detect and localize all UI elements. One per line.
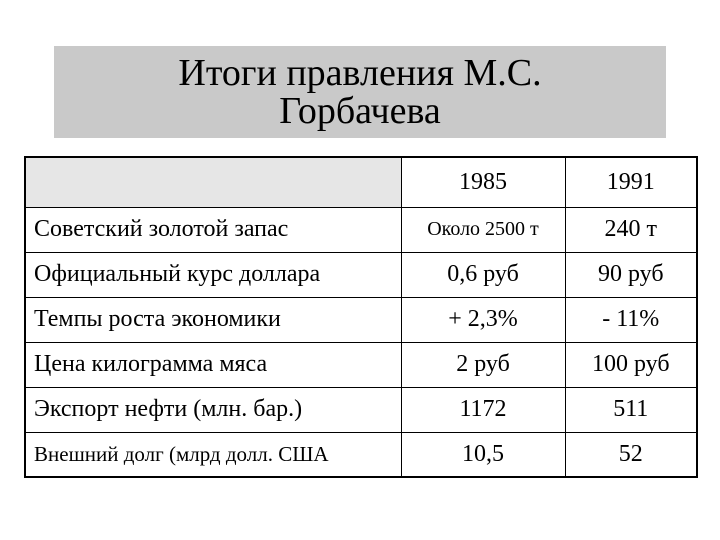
table-row	[25, 387, 697, 432]
value-1985: 2 руб	[401, 342, 565, 387]
year-header-1991: 1991	[565, 157, 697, 207]
value-1985: 0,6 руб	[401, 252, 565, 297]
table-row	[25, 432, 697, 477]
row-label: Темпы роста экономики	[25, 297, 401, 342]
value-1991: 511	[565, 387, 697, 432]
value-1991: 52	[565, 432, 697, 477]
row-label: Цена килограмма мяса	[25, 342, 401, 387]
value-1991: - 11%	[565, 297, 697, 342]
comparison-table	[24, 156, 698, 478]
row-label: Советский золотой запас	[25, 207, 401, 252]
value-1985: + 2,3%	[401, 297, 565, 342]
slide-title-box	[54, 46, 666, 138]
value-1985: 10,5	[401, 432, 565, 477]
table-row	[25, 252, 697, 297]
year-header-1985: 1985	[401, 157, 565, 207]
value-1991: 90 руб	[565, 252, 697, 297]
comparison-table-wrapper	[24, 156, 696, 478]
table-row	[25, 207, 697, 252]
value-1991: 100 руб	[565, 342, 697, 387]
value-1985: Около 2500 т	[401, 207, 565, 252]
slide-title-line-1: Итоги правления М.С.	[178, 52, 542, 94]
row-label: Экспорт нефти (млн. бар.)	[25, 387, 401, 432]
row-label: Внешний долг (млрд долл. США	[25, 432, 401, 477]
table-header-row	[25, 157, 697, 207]
value-1985: 1172	[401, 387, 565, 432]
value-1991: 240 т	[565, 207, 697, 252]
row-label: Официальный курс доллара	[25, 252, 401, 297]
table-row	[25, 297, 697, 342]
slide-title-line-2: Горбачева	[279, 90, 441, 132]
table-row	[25, 342, 697, 387]
header-blank-cell	[25, 157, 401, 207]
